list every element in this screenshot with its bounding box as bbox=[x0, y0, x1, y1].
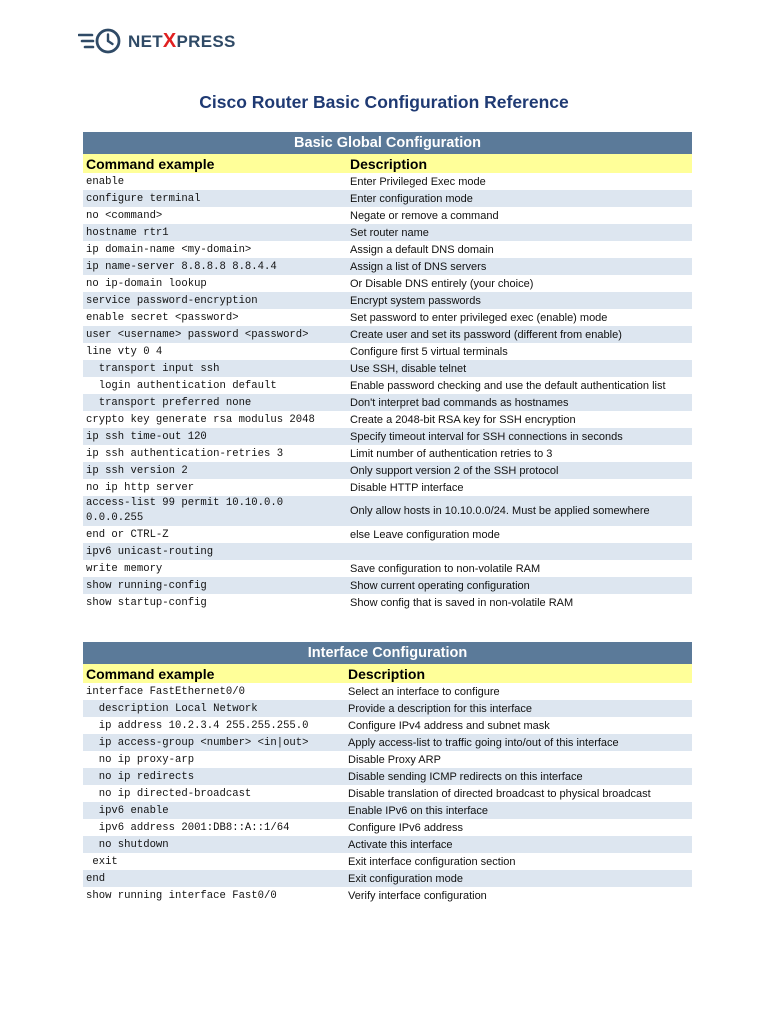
column-header-description: Description bbox=[347, 154, 692, 173]
table-row bbox=[83, 496, 692, 526]
description-cell: Enable password checking and use the default authentication list bbox=[350, 379, 666, 392]
command-cell: enable secret <password> bbox=[86, 311, 239, 324]
column-header-description: Description bbox=[345, 664, 692, 683]
description-cell: Configure IPv6 address bbox=[348, 821, 463, 834]
command-cell: ip ssh time-out 120 bbox=[83, 428, 347, 445]
netxpress-logo bbox=[78, 27, 236, 55]
command-cell: ip name-server 8.8.8.8 8.8.4.4 bbox=[83, 258, 347, 275]
description-cell: Or Disable DNS entirely (your choice) bbox=[350, 277, 534, 290]
description-cell: Show current operating configuration bbox=[347, 577, 692, 594]
command-cell: end bbox=[83, 870, 345, 887]
command-cell: ip domain-name <my-domain> bbox=[86, 243, 252, 256]
table-row bbox=[83, 343, 692, 360]
table-row bbox=[83, 543, 692, 560]
description-cell: Activate this interface bbox=[345, 836, 692, 853]
description-cell: Assign a default DNS domain bbox=[350, 243, 494, 256]
table-row bbox=[83, 870, 692, 887]
description-cell: Apply access-list to traffic going into/out of this interface bbox=[345, 734, 692, 751]
table-row bbox=[83, 734, 692, 751]
command-cell: ip ssh version 2 bbox=[83, 462, 347, 479]
section-header bbox=[83, 132, 692, 154]
command-cell: crypto key generate rsa modulus 2048 bbox=[86, 413, 315, 426]
command-cell: no ip directed-broadcast bbox=[86, 787, 252, 800]
section-header bbox=[83, 642, 692, 664]
table-row bbox=[83, 326, 692, 343]
command-cell: enable bbox=[86, 175, 125, 188]
description-cell: Enable IPv6 on this interface bbox=[345, 802, 692, 819]
command-cell: no ip http server bbox=[86, 481, 195, 494]
table-row bbox=[83, 853, 692, 870]
table-row bbox=[83, 275, 692, 292]
command-cell: no ip redirects bbox=[83, 768, 345, 785]
command-cell: ip ssh authentication-retries 3 bbox=[86, 447, 284, 460]
description-cell: Only allow hosts in 10.10.0.0/24. Must be applied somewhere bbox=[347, 496, 692, 526]
command-cell: end or CTRL-Z bbox=[86, 528, 169, 541]
description-cell: Select an interface to configure bbox=[348, 685, 500, 698]
command-cell: show running-config bbox=[83, 577, 347, 594]
description-cell: Disable HTTP interface bbox=[350, 481, 464, 494]
description-cell: Create user and set its password (different from enable) bbox=[347, 326, 692, 343]
basic-global-config-table bbox=[83, 132, 692, 611]
command-cell: configure terminal bbox=[83, 190, 347, 207]
description-cell: Set router name bbox=[347, 224, 692, 241]
description-cell: Show config that is saved in non-volatile RAM bbox=[350, 596, 574, 609]
description-cell: Enter Privileged Exec mode bbox=[350, 175, 486, 188]
command-cell: no shutdown bbox=[83, 836, 345, 853]
section-heading: Basic Global Configuration bbox=[83, 132, 692, 154]
command-cell: ip access-group <number> <in|out> bbox=[83, 734, 345, 751]
table-row bbox=[83, 377, 692, 394]
description-cell: Provide a description for this interface bbox=[345, 700, 692, 717]
command-cell: no ip-domain lookup bbox=[86, 277, 207, 290]
command-cell: login authentication default bbox=[86, 379, 277, 392]
description-cell: Disable Proxy ARP bbox=[348, 753, 441, 766]
table-row bbox=[83, 207, 692, 224]
description-cell: Only support version 2 of the SSH protocol bbox=[347, 462, 692, 479]
table-row bbox=[83, 526, 692, 543]
command-cell: transport preferred none bbox=[83, 394, 347, 411]
description-cell: Configure first 5 virtual terminals bbox=[350, 345, 508, 358]
table-row bbox=[83, 887, 692, 904]
command-cell: ipv6 enable bbox=[83, 802, 345, 819]
table-row bbox=[83, 394, 692, 411]
table-row bbox=[83, 836, 692, 853]
page-title: Cisco Router Basic Configuration Reference bbox=[199, 92, 569, 112]
table-row bbox=[83, 224, 692, 241]
description-cell: Verify interface configuration bbox=[348, 889, 487, 902]
description-cell: Create a 2048-bit RSA key for SSH encryption bbox=[350, 413, 576, 426]
command-cell: ipv6 unicast-routing bbox=[83, 543, 347, 560]
command-cell: line vty 0 4 bbox=[86, 345, 163, 358]
table-row bbox=[83, 768, 692, 785]
table-row bbox=[83, 258, 692, 275]
table-row bbox=[83, 190, 692, 207]
description-cell: Limit number of authentication retries to 3 bbox=[350, 447, 553, 460]
column-header-command: Command example bbox=[83, 664, 345, 683]
table-row bbox=[83, 462, 692, 479]
command-cell: user <username> password <password> bbox=[83, 326, 347, 343]
table-row bbox=[83, 292, 692, 309]
section-heading: Interface Configuration bbox=[83, 642, 692, 664]
table-row bbox=[83, 479, 692, 496]
table-row bbox=[83, 577, 692, 594]
column-header-command: Command example bbox=[83, 154, 347, 173]
description-cell: Don't interpret bad commands as hostnames bbox=[347, 394, 692, 411]
description-cell: Exit interface configuration section bbox=[348, 855, 516, 868]
command-cell: no <command> bbox=[86, 209, 163, 222]
table-row bbox=[83, 360, 692, 377]
table-row bbox=[83, 445, 692, 462]
description-cell bbox=[347, 543, 692, 560]
command-cell: transport input ssh bbox=[83, 360, 347, 377]
column-header-row bbox=[83, 664, 692, 683]
table-row bbox=[83, 309, 692, 326]
command-cell: service password-encryption bbox=[83, 292, 347, 309]
description-cell: Exit configuration mode bbox=[345, 870, 692, 887]
table-row bbox=[83, 594, 692, 611]
description-cell: Assign a list of DNS servers bbox=[347, 258, 692, 275]
command-cell: exit bbox=[86, 855, 118, 868]
command-cell: show running interface Fast0/0 bbox=[86, 889, 277, 902]
table-row bbox=[83, 241, 692, 258]
description-cell: Set password to enter privileged exec (enable) mode bbox=[350, 311, 608, 324]
table-row bbox=[83, 751, 692, 768]
command-cell: access-list 99 permit 10.10.0.0 0.0.0.255 bbox=[83, 496, 347, 526]
description-cell: Encrypt system passwords bbox=[347, 292, 692, 309]
description-cell: Enter configuration mode bbox=[347, 190, 692, 207]
table-row bbox=[83, 560, 692, 577]
table-row bbox=[83, 819, 692, 836]
description-cell: Disable translation of directed broadcast to physical broadcast bbox=[348, 787, 651, 800]
table-row bbox=[83, 411, 692, 428]
description-cell: Disable sending ICMP redirects on this interface bbox=[345, 768, 692, 785]
command-cell: interface FastEthernet0/0 bbox=[86, 685, 245, 698]
description-cell: Configure IPv4 address and subnet mask bbox=[348, 719, 550, 732]
description-cell: Save configuration to non-volatile RAM bbox=[350, 562, 541, 575]
command-cell: hostname rtr1 bbox=[83, 224, 347, 241]
command-cell: write memory bbox=[86, 562, 163, 575]
table-row bbox=[83, 683, 692, 700]
command-cell: ipv6 address 2001:DB8::A::1/64 bbox=[86, 821, 290, 834]
command-cell: description Local Network bbox=[83, 700, 345, 717]
command-cell: show startup-config bbox=[86, 596, 207, 609]
command-cell: ip address 10.2.3.4 255.255.255.0 bbox=[86, 719, 309, 732]
clock-speed-icon bbox=[78, 27, 124, 55]
command-cell: no ip proxy-arp bbox=[86, 753, 195, 766]
brand-name: NETXPRESS bbox=[128, 29, 236, 52]
description-cell: Specify timeout interval for SSH connections in seconds bbox=[347, 428, 692, 445]
table-row bbox=[83, 785, 692, 802]
table-row bbox=[83, 428, 692, 445]
description-cell: else Leave configuration mode bbox=[350, 528, 500, 541]
description-cell: Use SSH, disable telnet bbox=[347, 360, 692, 377]
column-header-row bbox=[83, 154, 692, 173]
table-row bbox=[83, 700, 692, 717]
table-row bbox=[83, 717, 692, 734]
interface-config-table bbox=[83, 642, 692, 904]
description-cell: Negate or remove a command bbox=[350, 209, 499, 222]
table-row bbox=[83, 802, 692, 819]
table-row bbox=[83, 173, 692, 190]
